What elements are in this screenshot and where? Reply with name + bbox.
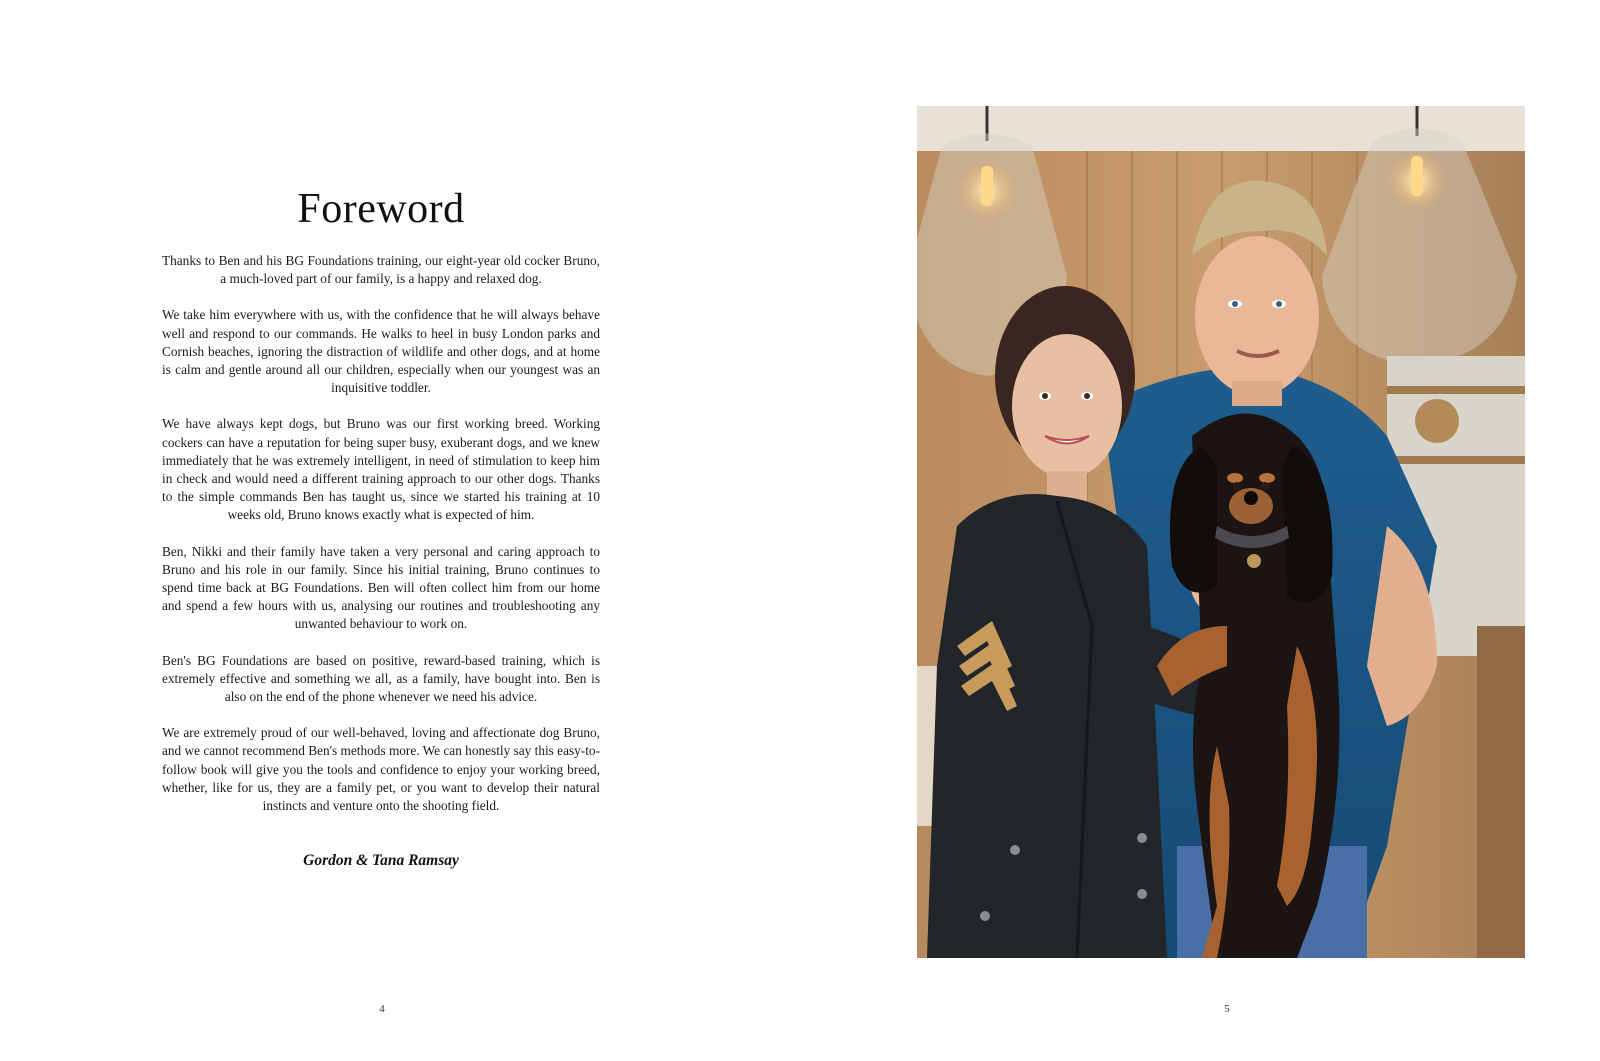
paragraph: We are extremely proud of our well-behaved, loving and affectionate dog Bruno, and we cannot recommend Ben's methods more. We can honestly say this easy-to-follow book will give you the tools and confidence to enjoy your working breed, whether, like for us, they are a family pet, or you want to develop their natural instincts and venture onto the shooting field. — [162, 725, 600, 814]
left-page — [0, 0, 760, 1061]
paragraph: We have always kept dogs, but Bruno was our first working breed. Working cockers can have a reputation for being super busy, exuberant dogs, and we knew immediately that he was extremely intelligent, in need of stimulation to keep him in check and would need a different training approach to our other dogs. Thanks to the simple commands Ben has taught us, since we started his training at 10 weeks old, Bruno knows exactly what is expected of him. — [162, 416, 600, 523]
page-title: Foreword — [297, 186, 465, 232]
family-photo — [917, 106, 1525, 958]
foreword-body — [162, 252, 600, 833]
paragraph: We take him everywhere with us, with the confidence that he will always behave well and respond to our commands. He walks to heel in busy London parks and Cornish beaches, ignoring the distraction of wildlife and other dogs, and at home is calm and gentle around all our children, especially when our youngest was an inquisitive toddler. — [162, 307, 600, 396]
signature: Gordon & Tana Ramsay — [303, 852, 459, 869]
paragraph: Thanks to Ben and his BG Foundations training, our eight-year old cocker Bruno, a much-loved part of our family, is a happy and relaxed dog. — [162, 253, 600, 287]
paragraph: Ben, Nikki and their family have taken a very personal and caring approach to Bruno and his role in our family. Since his initial training, Bruno continues to spend time back at BG Foundations. Ben will often collect him from our home and spend a few hours with us, analysing our routines and troubleshooting any unwanted behaviour to work on. — [162, 543, 600, 632]
page-number-left: 4 — [379, 1003, 385, 1015]
paragraph: Ben's BG Foundations are based on positive, reward-based training, which is extremely effective and something we all, as a family, have bought into. Ben is also on the end of the phone whenever we need his advice. — [162, 652, 600, 705]
page-number-right: 5 — [1224, 1003, 1230, 1015]
